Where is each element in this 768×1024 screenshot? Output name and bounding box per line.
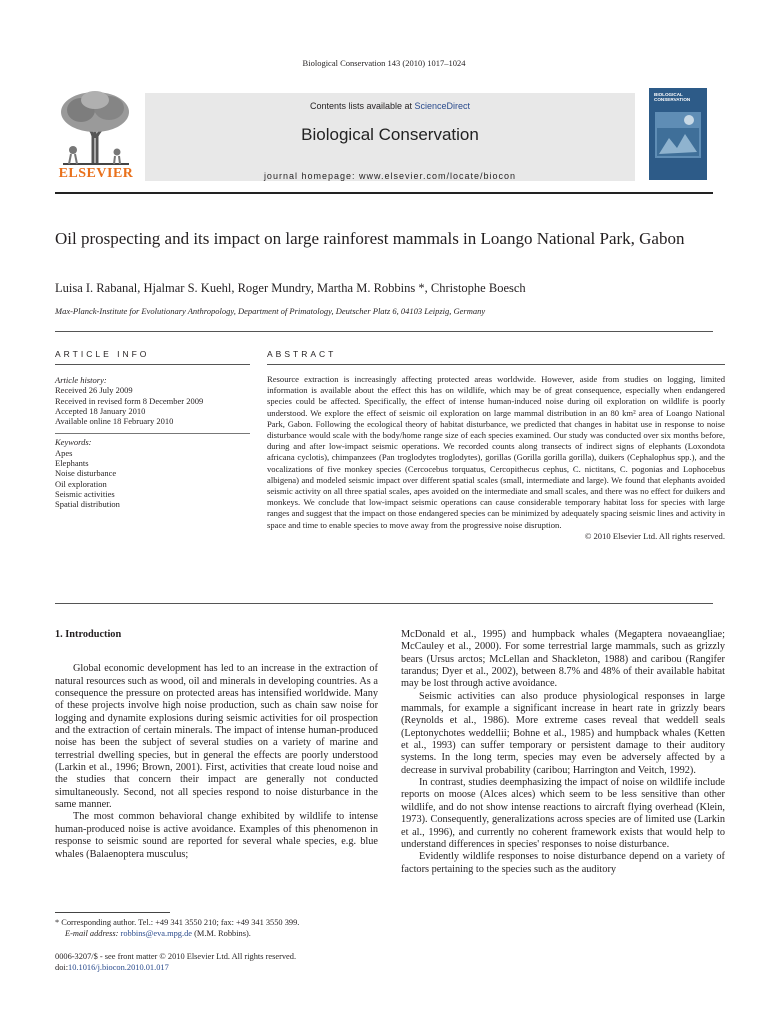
keyword: Oil exploration bbox=[55, 478, 107, 489]
doi-label: doi: bbox=[55, 962, 69, 972]
copyright: © 2010 Elsevier Ltd. All rights reserved. bbox=[584, 530, 725, 541]
abstract-body bbox=[267, 374, 725, 542]
footnote-rule bbox=[55, 912, 170, 913]
keyword: Spatial distribution bbox=[55, 499, 120, 510]
journal-homepage[interactable]: journal homepage: www.elsevier.com/locate/biocon bbox=[263, 171, 517, 181]
history-item: Available online 18 February 2010 bbox=[55, 416, 174, 427]
cover-title: BIOLOGICAL CONSERVATION bbox=[654, 92, 691, 103]
journal-name: Biological Conservation bbox=[301, 125, 479, 144]
paragraph: Global economic development has led to an increase in the extraction of natural resources such as wood, oil and minerals in developing countries. As a consequence the pressure on protected areas has intensified worldwide. Many of these projects involve high noise production, such as chain saw noise for logging and dynamite explosions during seismic activities for oil prospection and the extraction of certain minerals. The impact of intense human-produced noise has been the subject of several studies on a variety of marine and terrestrial dwelling species, but in general the effects are poorly understood (Larkin et al., 1996; Brown, 2001). First, activities that create loud noise and the studies that concern their impact are generally not conducted simultaneously. Second, not all species respond to noise disturbance in the same manner. bbox=[55, 663, 378, 811]
issn-line: 0006-3207/$ - see front matter © 2010 Elsevier Ltd. All rights reserved. bbox=[55, 952, 297, 961]
abstract-bottom-rule bbox=[55, 603, 713, 604]
article-title: Oil prospecting and its impact on large rainforest mammals in Loango National Park, Gabon bbox=[55, 229, 685, 248]
abstract-heading: ABSTRACT bbox=[267, 349, 337, 359]
sciencedirect-link[interactable]: ScienceDirect bbox=[414, 101, 471, 111]
keywords-label: Keywords: bbox=[55, 437, 92, 448]
paragraph: The most common behavioral change exhibited by wildlife to intense human-produced noise is active avoidance. Examples of this phenomenon in response to seismic sound are reported for several whale species, e.g. blue whales (Balaenoptera musculus; bbox=[55, 811, 378, 860]
abstract-rule bbox=[267, 364, 725, 365]
keyword: Elephants bbox=[55, 458, 89, 469]
article-info bbox=[55, 375, 250, 510]
author-list: Luisa I. Rabanal, Hjalmar S. Kuehl, Roger Mundry, Martha M. Robbins *, Christophe Boesch bbox=[55, 281, 526, 295]
right-column bbox=[401, 629, 725, 876]
article-info-heading: ARTICLE INFO bbox=[55, 349, 150, 359]
email-suffix: (M.M. Robbins). bbox=[191, 928, 251, 938]
email-link[interactable]: robbins@eva.mpg.de bbox=[120, 928, 192, 938]
elsevier-logo[interactable] bbox=[55, 88, 137, 184]
history-label: Article history: bbox=[55, 375, 107, 385]
paragraph: Evidently wildlife responses to noise disturbance depend on a variety of factors pertaining to the species such as the auditory bbox=[401, 851, 725, 875]
tree-icon bbox=[55, 88, 137, 166]
history-item: Received 26 July 2009 bbox=[55, 385, 133, 396]
footnote bbox=[55, 918, 385, 939]
paragraph: Seismic activities can also produce physiological responses in large mammals, for example a significant increase in heart rate in grizzly bears (Reynolds et al., 1986). More extreme cases reveal that weddell seals (Leptonychotes weddellii; Bohne et al., 1985) and humpback whales (Ketten et al., 1993) can suffer temporary or persistent damage to their auditory systems. In the long term, species may even be adversely affected by a decrease in survival probability (caribou; Harrington and Veitch, 1992). bbox=[401, 690, 725, 776]
journal-cover bbox=[649, 88, 707, 180]
abstract-text: Resource extraction is increasingly affecting protected areas worldwide. However, aside from studies on logging, limited information is available about the effect this has on wildlife, which may be of great consequence, especially when endangered species could be affected. Specifically, the effect of intense human-induced noise during oil exploration on wildlife is poorly understood. We explore the effect of seismic oil exploration on large mammal distribution in an 80 km² area of Loango National Park, Gabon. Following the ecological theory of habitat disturbance, we predicted that changes in habitat use in response to noise disturbance would scale with the body/home range size of each species examined. Our study was conducted over six months before, during and after low-impact seismic operations. We recorded counts along transects of indirect signs of elephants (Loxondota africana cyclotis), chimpanzees (Pan troglodytes troglodytes), gorillas (Gorilla gorilla gorilla), duikers (Cephalophus spp.), and the vocalizations of five monkey species (Cercocebus torquatus, Cercopithecus cephus, C. nictitans, C. pogonias and Lophocebus albigena) and modeled seismic impact over different spatial scales (small, intermediate and large). We found that elephants avoided seismic activity on all three spatial scales, apes avoided on the intermediate and small scales, and there was no effect for duikers and monkeys. We conclude that low-impact seismic operations can cause considerable temporary habitat loss for species with large ranges and suggest that the impact on those endangered species can be minimized by adequately spacing seismic lines and activity in space and time to enable species to move away from the progressive noise disruption. bbox=[267, 374, 725, 530]
contents-line bbox=[145, 101, 635, 111]
section-heading: 1. Introduction bbox=[55, 629, 122, 640]
history-item: Received in revised form 8 December 2009 bbox=[55, 395, 204, 406]
corresponding-author: * Corresponding author. Tel.: +49 341 3550 210; fax: +49 341 3550 399. bbox=[55, 918, 300, 927]
doi-link[interactable]: 10.1016/j.biocon.2010.01.017 bbox=[68, 962, 169, 972]
history-item: Accepted 18 January 2010 bbox=[55, 405, 146, 416]
paragraph: In contrast, studies deemphasizing the impact of noise on wildlife include reports on moose (Alces alces) which seem to be less sensitive than other wildlife, and do not show intense reactions to aircraft flying overhead (Klein, 1973). Consequently, generalizations across species are of limited use (Larkin et al., 1996), and currently no coherent framework exists that would help to understand differences in species' responses to noise disturbance. bbox=[401, 777, 725, 850]
affiliation: Max-Planck-Institute for Evolutionary Anthropology, Department of Primatology, Deutscher Platz 6, 04103 Leipzig, Germany bbox=[55, 306, 486, 316]
journal-header bbox=[55, 88, 713, 188]
imprint bbox=[55, 952, 296, 973]
keyword: Noise disturbance bbox=[55, 468, 117, 479]
left-column bbox=[55, 629, 378, 861]
paragraph: McDonald et al., 1995) and humpback whales (Megaptera novaeangliae; McCauley et al., 2000). For some terrestrial large mammals, such as grizzly bears (Ursus arctos; McLellan and Shackleton, 1988) and caribou (Rangifer tarandus; Dyer et al., 2002), between 8.7% and 48% of their available habitat may be lost through active avoidance. bbox=[401, 629, 725, 690]
keyword: Seismic activities bbox=[55, 488, 115, 499]
info-rule bbox=[55, 364, 250, 365]
contents-prefix: Contents lists available at bbox=[309, 101, 415, 111]
journal-banner bbox=[145, 93, 635, 181]
keywords-divider bbox=[55, 433, 250, 434]
email-label: E-mail address: bbox=[65, 928, 121, 938]
title-rule bbox=[55, 331, 713, 332]
keyword: Apes bbox=[55, 447, 73, 458]
header-rule bbox=[55, 192, 713, 194]
cover-image bbox=[649, 88, 707, 180]
journal-citation: Biological Conservation 143 (2010) 1017–1024 bbox=[302, 58, 466, 68]
publisher-name: ELSEVIER bbox=[58, 166, 134, 181]
